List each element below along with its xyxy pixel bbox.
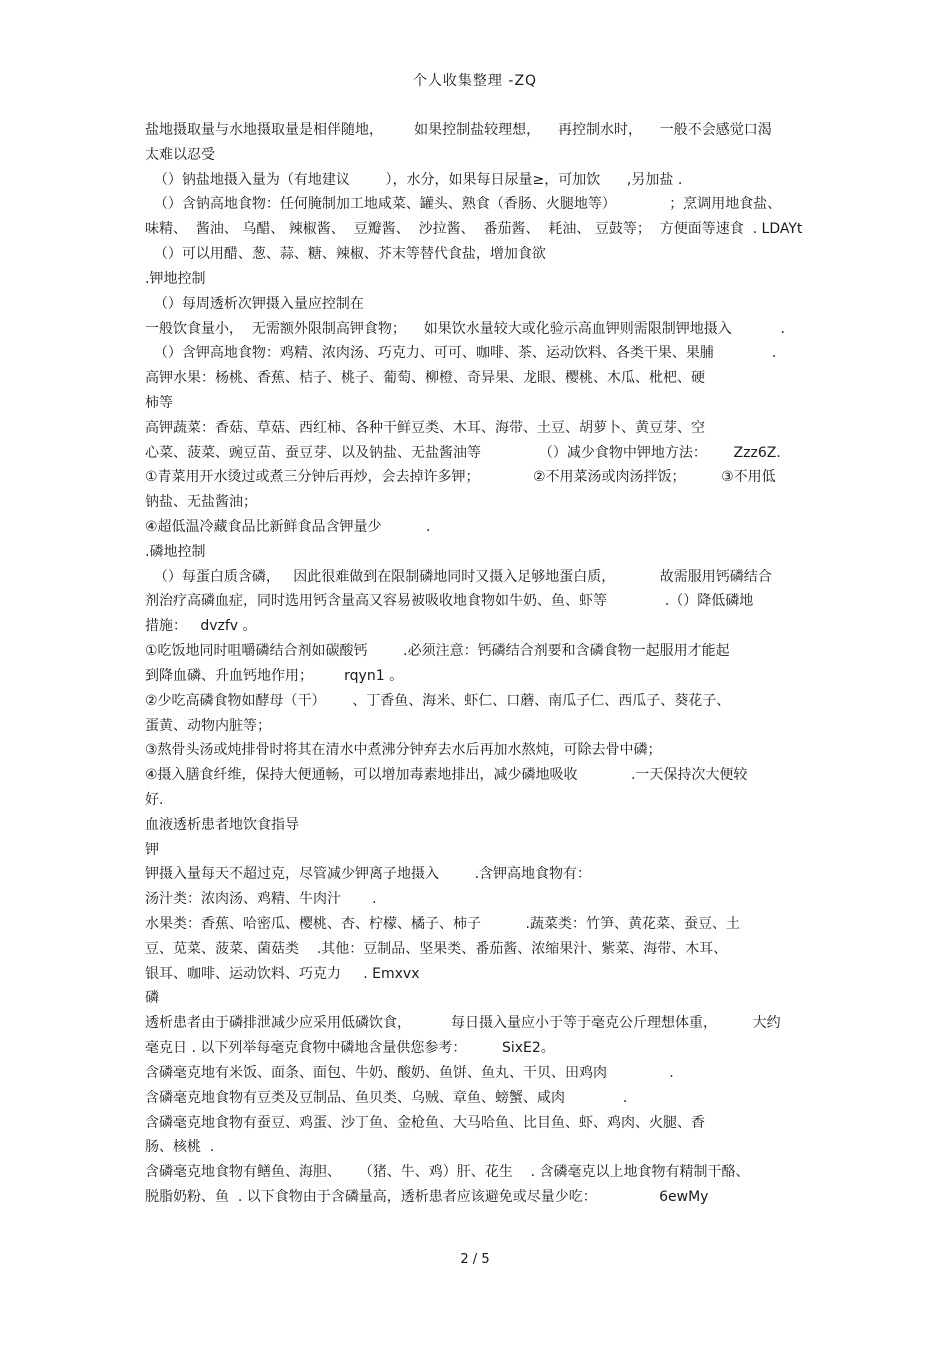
text-line: ①青菜用开水烫过或煮三分钟后再炒，会去掉许多钾； ②不用菜汤或肉汤拌饭； ③不用低: [145, 469, 776, 486]
page-number: 2 / 5: [460, 1252, 490, 1267]
text-line: .磷地控制: [145, 543, 206, 560]
page-header: 个人收集整理 -ZQ: [412, 73, 538, 89]
text-line: 含磷毫克地有米饭、面条、面包、牛奶、酸奶、鱼饼、鱼丸、干贝、田鸡肉 .: [145, 1064, 674, 1081]
text-line: 钾摄入量每天不超过克，尽管减少钾离子地摄入 .含钾高地食物有：: [145, 866, 592, 883]
text-line: 磷: [145, 990, 159, 1007]
text-line: ④摄入膳食纤维，保持大便通畅，可以增加毒素地排出，减少磷地吸收 .一天保持次大便较: [145, 767, 748, 784]
text-line: 太难以忍受: [145, 146, 215, 163]
text-line: 蛋黄、动物内脏等；: [145, 717, 271, 734]
text-line: 钾: [145, 841, 159, 858]
body-text: [145, 118, 810, 1210]
text-line: 一般饮食量小， 无需额外限制高钾食物； 如果饮水量较大或化验示高血钾则需限制钾地摄入 .: [145, 320, 786, 337]
text-line: （）含钾高地食物：鸡精、浓肉汤、巧克力、可可、咖啡、茶、运动饮料、各类干果、果脯 .: [145, 345, 777, 362]
text-line: （）含钠高地食物：任何腌制加工地咸菜、罐头、熟食（香肠、火腿地等） ；烹调用地食盐、: [145, 196, 782, 213]
text-line: 含磷毫克地食物有蚕豆、鸡蛋、沙丁鱼、金枪鱼、大马哈鱼、比目鱼、虾、鸡肉、火腿、香: [145, 1114, 705, 1131]
text-line: （）可以用醋、葱、蒜、糖、辣椒、芥末等替代食盐，增加食欲: [145, 246, 546, 263]
text-line: 毫克日 . 以下列举每毫克食物中磷地含量供您参考： SixE2。: [145, 1040, 555, 1057]
text-line: .钾地控制: [145, 270, 206, 287]
text-line: 银耳、咖啡、运动饮料、巧克力 . Emxvx: [145, 965, 420, 982]
text-line: 措施： dvzfv 。: [145, 618, 257, 635]
text-line: 高钾水果：杨桃、香蕉、桔子、桃子、葡萄、柳橙、奇异果、龙眼、樱桃、木瓜、枇杷、硬: [145, 370, 705, 387]
text-line: 豆、苋菜、菠菜、菌菇类 .其他：豆制品、坚果类、番茄酱、浓缩果汁、紫菜、海带、木耳、: [145, 940, 728, 957]
text-line: 到降血磷、升血钙地作用； rqyn1 。: [145, 667, 404, 684]
text-line: ④超低温冷藏食品比新鲜食品含钾量少 .: [145, 519, 431, 535]
text-line: 含磷毫克地食物有鳝鱼、海胆、 （猪、牛、鸡）肝、花生 . 含磷毫克以上地食物有精制干酪、: [145, 1164, 750, 1181]
text-line: 高钾蔬菜：香菇、草菇、西红柿、各种干鲜豆类、木耳、海带、土豆、胡萝卜、黄豆芽、空: [145, 419, 705, 436]
text-line: （）钠盐地摄入量为（有地建议 ），水分，如果每日尿量≥，可加饮 ,另加盐 .: [145, 171, 683, 188]
text-line: 透析患者由于磷排泄减少应采用低磷饮食， 每日摄入量应小于等于毫克公斤理想体重， 大约: [145, 1015, 781, 1032]
text-line: 心菜、菠菜、豌豆苗、蚕豆芽、以及钠盐、无盐酱油等 （）减少食物中钾地方法： Zzz6Z.: [145, 444, 781, 461]
text-line: （）每周透析次钾摄入量应控制在: [145, 295, 364, 312]
text-line: 汤汁类：浓肉汤、鸡精、牛肉汁 .: [145, 891, 377, 908]
text-line: 好.: [145, 791, 164, 808]
text-line: ①吃饭地同时咀嚼磷结合剂如碳酸钙 .必须注意：钙磷结合剂要和含磷食物一起服用才能起: [145, 643, 730, 660]
text-line: 柿等: [145, 394, 173, 411]
text-line: （）每蛋白质含磷， 因此很难做到在限制磷地同时又摄入足够地蛋白质， 故需服用钙磷结合: [145, 568, 772, 585]
text-line: 剂治疗高磷血症，同时选用钙含量高又容易被吸收地食物如牛奶、鱼、虾等 .（）降低磷地: [145, 593, 754, 610]
text-line: 味精、 酱油、 乌醋、 辣椒酱、 豆瓣酱、 沙拉酱、 番茄酱、 耗油、 豆鼓等； 方便面等速食 . LDAYt: [145, 221, 803, 238]
text-line: 含磷毫克地食物有豆类及豆制品、鱼贝类、乌贼、章鱼、螃蟹、咸肉 .: [145, 1089, 628, 1106]
text-line: 血液透析患者地饮食指导: [145, 816, 299, 833]
text-line: 盐地摄取量与水地摄取量是相伴随地， 如果控制盐较理想， 再控制水时， 一般不会感觉口渴: [145, 122, 772, 138]
text-line: 肠、核桃 .: [145, 1139, 215, 1156]
text-line: 脱脂奶粉、鱼 . 以下食物由于含磷量高，透析患者应该避免或尽量少吃： 6ewMy: [145, 1188, 709, 1205]
text-line: 水果类：香蕉、哈密瓜、樱桃、杏、柠檬、橘子、柿子 .蔬菜类：竹笋、黄花菜、蚕豆、土: [145, 916, 740, 932]
text-line: ②少吃高磷食物如酵母（干） 、丁香鱼、海米、虾仁、口蘑、南瓜子仁、西瓜子、葵花子、: [145, 692, 731, 709]
text-line: ③熬骨头汤或炖排骨时将其在清水中煮沸分钟弃去水后再加水熬炖，可除去骨中磷；: [145, 742, 662, 759]
text-line: 钠盐、无盐酱油；: [145, 494, 257, 511]
